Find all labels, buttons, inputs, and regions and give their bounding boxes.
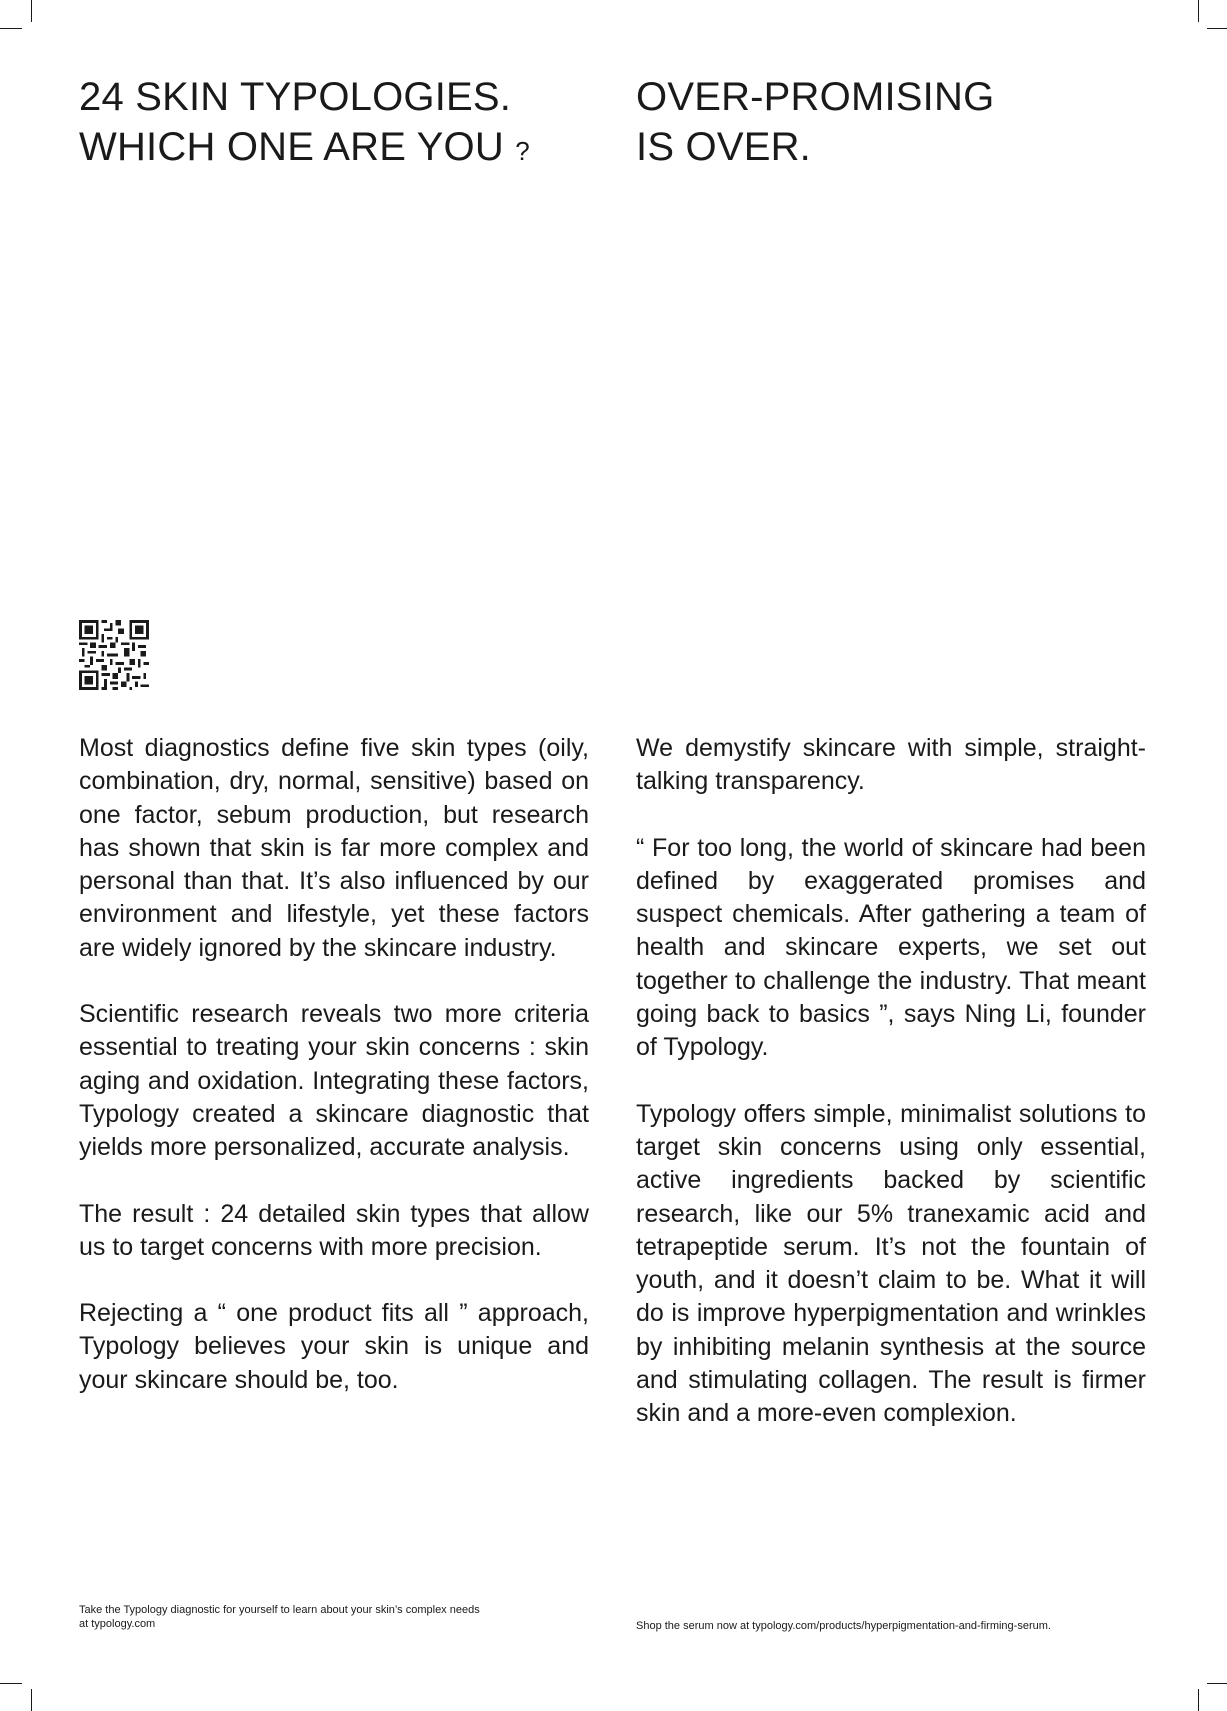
left-footer-line1: Take the Typology diagnostic for yourself to learn about your skin’s complex needs xyxy=(79,1604,480,1616)
right-paragraph-3: Typology offers simple, minimalist solutions to target skin concerns using only essential, active ingredients backed by scientific research, like our 5% tranexamic acid and tetrapeptide serum. It’s not the fountain of youth, and it doesn’t claim to be. What it will do is improve hyperpigmentation and wrinkles by inhibiting melanin synthesis at the source and stimulating collagen. The result is firmer skin and a more-even complexion. xyxy=(636,1099,1146,1428)
left-paragraph-3: The result : 24 detailed skin types that allow us to target concerns with more precision. xyxy=(79,1199,589,1261)
qr-code-icon[interactable] xyxy=(79,620,149,690)
left-footer-line2[interactable]: at typology.com xyxy=(79,1618,156,1630)
crop-mark-bottom-right-v xyxy=(1198,1689,1199,1711)
crop-mark-top-right-h xyxy=(1207,28,1227,29)
crop-mark-bottom-left-h xyxy=(0,1683,22,1684)
right-headline-line1: OVER-PROMISING xyxy=(636,75,995,119)
left-headline xyxy=(79,72,530,176)
right-footer[interactable]: Shop the serum now at typology.com/products/hyperpigmentation-and-firming-serum. xyxy=(636,1620,1051,1632)
left-headline-question-mark: ? xyxy=(515,136,530,166)
crop-mark-top-right-v xyxy=(1198,0,1199,22)
right-headline-line2: IS OVER. xyxy=(636,125,811,169)
crop-mark-bottom-left-v xyxy=(31,1689,32,1711)
right-paragraph-2: “ For too long, the world of skincare had been defined by exaggerated promises and suspect chemicals. After gathering a team of health and skincare experts, we set out together to challenge the industry. That meant going back to basics ”, says Ning Li, founder of Typology. xyxy=(636,833,1146,1062)
left-body xyxy=(79,732,589,1430)
right-paragraph-1: We demystify skincare with simple, straight-talking transparency. xyxy=(636,734,1146,796)
crop-mark-top-left-v xyxy=(31,0,32,22)
right-body xyxy=(636,732,1146,1464)
right-headline xyxy=(636,72,994,172)
left-paragraph-1: Most diagnostics define five skin types (oily, combination, dry, normal, sensitive) based on one factor, sebum production, but research has shown that skin is far more complex and personal than that. It’s also influenced by our environment and lifestyle, yet these factors are widely ignored by the skincare industry. xyxy=(79,734,589,962)
left-headline-line2: WHICH ONE ARE YOU xyxy=(79,125,504,169)
left-footer xyxy=(79,1603,599,1631)
left-headline-line2-wrap xyxy=(79,122,530,176)
left-headline-line1: 24 SKIN TYPOLOGIES. xyxy=(79,75,512,119)
left-paragraph-4: Rejecting a “ one product fits all ” approach, Typology believes your skin is unique and your skincare should be, too. xyxy=(79,1299,589,1394)
crop-mark-bottom-right-h xyxy=(1207,1683,1227,1684)
left-paragraph-2: Scientific research reveals two more criteria essential to treating your skin concerns : skin aging and oxidation. Integrating these factors, Typology created a skincare diagnostic that yields more personalized, accurate analysis. xyxy=(79,1000,589,1162)
crop-mark-top-left-h xyxy=(0,28,22,29)
